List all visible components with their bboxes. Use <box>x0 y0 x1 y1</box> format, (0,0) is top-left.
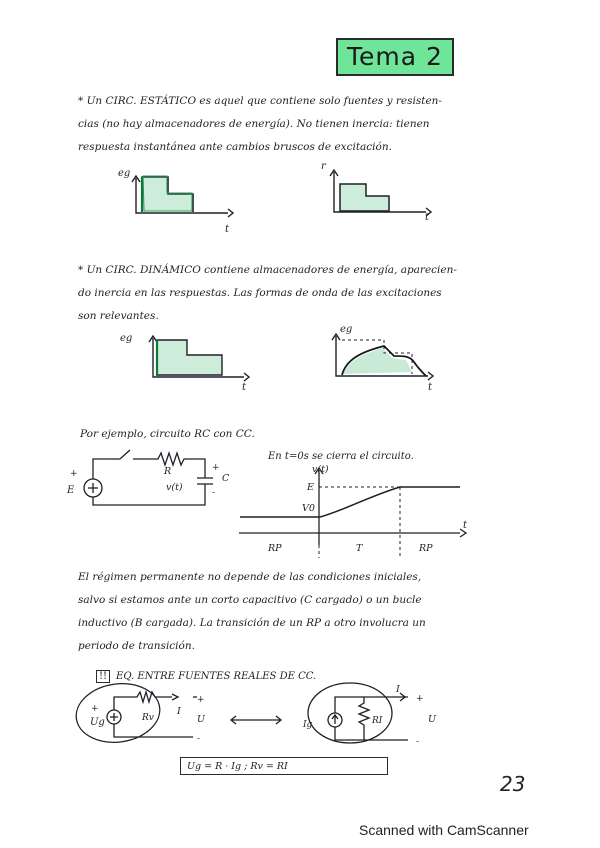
label-E-source: E <box>67 485 75 496</box>
rc-circuit <box>84 450 216 505</box>
label-I-left: I <box>177 706 181 717</box>
text-line: do inercia en las respuestas. Las formas de onda de las excitaciones <box>78 287 442 299</box>
label-t-1: t <box>225 224 230 235</box>
label-plus: + <box>70 469 78 479</box>
paragraph-dynamic-circuit <box>78 259 548 328</box>
label-rv: Rv <box>142 713 154 723</box>
label-t-4: t <box>428 382 433 393</box>
label-E-axis: E <box>307 482 314 493</box>
label-vr: v(t) <box>312 464 329 475</box>
label-R: R <box>164 466 172 477</box>
label-ug: Ug <box>90 717 105 728</box>
label-ig: Ig <box>303 720 313 730</box>
text-line: * Un CIRC. DINÁMICO contiene almacenadores de energía, aparecien- <box>78 264 457 276</box>
paragraph-steady-state <box>78 566 548 658</box>
example-heading: Por ejemplo, circuito RC con CC. <box>80 428 255 440</box>
label-t-3: t <box>242 382 247 393</box>
label-t-2: t <box>425 212 430 223</box>
label-plus-cap: + <box>212 463 220 473</box>
label-minus-cap: - <box>212 488 216 498</box>
label-T: T <box>356 543 363 554</box>
text-line: cias (no hay almacenadores de energía). No tienen inercia: tienen <box>78 118 430 130</box>
label-minus-out-right: - <box>416 737 420 747</box>
section-heading <box>96 670 316 683</box>
scanner-watermark: Scanned with CamScanner <box>359 822 529 838</box>
label-eg-2: eg <box>120 333 133 344</box>
section-heading-text: EQ. ENTRE FUENTES REALES DE CC. <box>116 671 317 682</box>
graph-r-static <box>330 170 431 216</box>
label-r: r <box>321 161 326 172</box>
real-current-source <box>308 683 408 743</box>
text-line: * Un CIRC. ESTÁTICO es aquel que contiene solo fuentes y resisten- <box>78 95 442 107</box>
text-line: salvo si estamos ante un corto capacitivo (C cargado) o un bucle <box>78 594 422 606</box>
label-plus-out-right: + <box>416 694 424 704</box>
text-line: son relevantes. <box>78 310 159 322</box>
label-eg-3: eg <box>340 324 353 335</box>
page-title: Tema 2 <box>336 38 454 76</box>
example-note: En t=0s se cierra el circuito. <box>268 451 414 462</box>
label-U-right: U <box>428 714 437 725</box>
text-line: respuesta instantánea ante cambios bruscos de excitación. <box>78 141 392 153</box>
label-U-left: U <box>197 714 206 725</box>
text-line: El régimen permanente no depende de las condiciones iniciales, <box>78 571 422 583</box>
label-plus-ug: + <box>91 704 99 714</box>
label-t-5: t <box>463 520 468 531</box>
label-rp-left: RP <box>268 543 282 554</box>
label-vt: v(t) <box>166 482 183 493</box>
label-vo: V0 <box>302 503 315 514</box>
page-number: 23 <box>500 772 526 796</box>
label-I-right: I <box>396 684 400 695</box>
graph-eg-dynamic <box>149 336 249 381</box>
equivalence-formula: Ug = R · Ig ; Rv = RI <box>180 757 388 775</box>
label-ri: RI <box>372 716 383 726</box>
warning-mark: !! <box>96 670 110 683</box>
arrow-equivalence <box>231 716 281 724</box>
graph-eg-transient <box>332 334 433 380</box>
text-line: periodo de transición. <box>78 640 195 652</box>
text-line: inductivo (B cargada). La transición de un RP a otro involucra un <box>78 617 426 629</box>
label-rp-right: RP <box>419 543 433 554</box>
label-C: C <box>222 473 230 484</box>
label-plus-out-left: + <box>197 695 205 705</box>
label-minus-out-left: - <box>197 734 201 744</box>
graph-eg-static <box>132 176 233 217</box>
label-eg-1: eg <box>118 168 131 179</box>
